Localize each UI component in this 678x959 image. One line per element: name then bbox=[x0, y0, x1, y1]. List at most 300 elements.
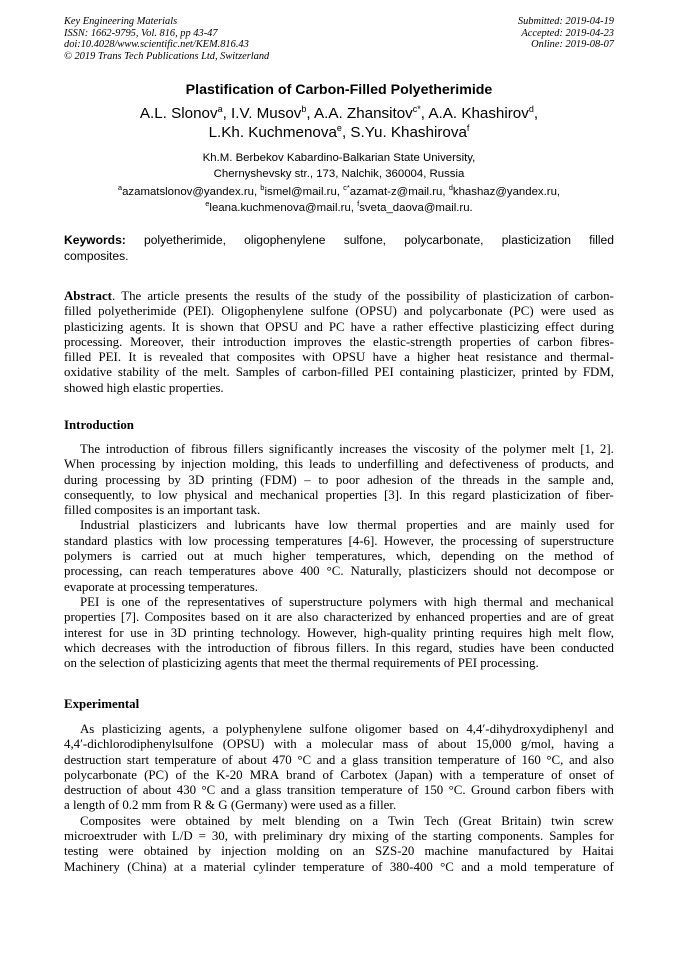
paragraph-line bbox=[64, 814, 614, 829]
author-separator: , bbox=[533, 105, 539, 122]
word: have bbox=[500, 640, 525, 655]
keywords bbox=[64, 233, 614, 264]
word: of bbox=[524, 457, 536, 472]
word: of bbox=[518, 334, 530, 349]
word: plastics bbox=[114, 533, 153, 548]
word: g/mol, bbox=[520, 737, 555, 752]
word: to bbox=[318, 472, 329, 487]
word: Abstract. bbox=[64, 289, 116, 303]
word: of bbox=[221, 752, 233, 767]
word: °C, bbox=[546, 752, 564, 767]
word: Samples bbox=[235, 365, 280, 380]
word: a bbox=[212, 722, 219, 736]
word: (PC) bbox=[509, 304, 534, 319]
word: the bbox=[181, 365, 198, 380]
word: microextruder bbox=[64, 829, 138, 844]
affiliation bbox=[0, 151, 678, 182]
word: studies bbox=[458, 640, 495, 655]
paragraph-line bbox=[64, 549, 614, 564]
word: obtained bbox=[185, 813, 230, 828]
abstract-line bbox=[64, 304, 614, 319]
word: conducted bbox=[560, 640, 614, 655]
word: were bbox=[150, 813, 176, 828]
word: regard, bbox=[416, 640, 453, 655]
word: at bbox=[214, 549, 224, 564]
email-mark: d bbox=[448, 183, 453, 192]
word: obtained bbox=[143, 844, 189, 859]
word: Naturally, bbox=[350, 564, 402, 579]
introduction-heading: Introduction bbox=[64, 418, 134, 432]
email-link[interactable]: khashaz@yandex.ru, bbox=[452, 186, 561, 198]
word: during bbox=[64, 472, 98, 487]
word: depending bbox=[440, 549, 495, 564]
word: were bbox=[540, 304, 566, 319]
word: molecular bbox=[321, 737, 373, 752]
word: filled bbox=[64, 350, 92, 365]
word: by bbox=[397, 610, 411, 625]
word: (OPSU) bbox=[355, 304, 397, 319]
word: with bbox=[142, 829, 166, 844]
word: by bbox=[239, 813, 253, 828]
paragraph-line bbox=[64, 844, 614, 859]
word: on bbox=[504, 549, 518, 564]
word: have bbox=[350, 319, 375, 334]
word: = bbox=[198, 829, 206, 844]
keyword: oligophenylene bbox=[244, 233, 326, 247]
word: [7]. bbox=[120, 610, 140, 625]
email-mark: b bbox=[260, 183, 265, 192]
word: and bbox=[206, 518, 225, 533]
word: (Great bbox=[458, 813, 492, 828]
word: viscosity bbox=[413, 442, 460, 456]
word: a bbox=[244, 783, 251, 798]
author-name: , A.A. Zhansitov bbox=[306, 105, 413, 122]
word: destruction bbox=[64, 783, 122, 798]
word: FDM, bbox=[582, 365, 614, 380]
word: standard bbox=[64, 533, 108, 548]
paragraph-line bbox=[64, 860, 614, 875]
word: OPSU bbox=[332, 350, 366, 365]
word: and bbox=[234, 487, 253, 502]
word: also bbox=[297, 610, 319, 625]
paper-title: Plastification of Carbon-Filled Polyetherimide bbox=[185, 82, 493, 98]
word: the bbox=[185, 640, 202, 655]
word: plasticizers bbox=[408, 564, 467, 579]
paragraph-line bbox=[64, 829, 614, 844]
email-link[interactable]: azamat-z@mail.ru, bbox=[349, 186, 449, 198]
word: (FDM) bbox=[260, 472, 297, 487]
word: Britain) bbox=[501, 813, 542, 828]
word: introduction bbox=[222, 334, 286, 349]
word: The bbox=[80, 442, 101, 456]
keyword: sulfone, bbox=[343, 233, 387, 247]
word: However, bbox=[306, 625, 357, 640]
word: 380-400 bbox=[389, 859, 433, 874]
email-link[interactable]: azamatslonov@yandex.ru, bbox=[122, 186, 261, 198]
word: the bbox=[528, 549, 544, 564]
word: plasticization bbox=[492, 487, 561, 502]
word: 30, bbox=[211, 829, 228, 844]
paragraph-line: filled composites is an important task. bbox=[64, 503, 261, 518]
word: of bbox=[505, 752, 516, 767]
word: oligomer bbox=[354, 722, 402, 736]
word: 160 bbox=[521, 752, 541, 767]
word: having bbox=[563, 737, 599, 752]
word: and bbox=[461, 859, 480, 874]
word: sulfone bbox=[309, 722, 348, 736]
word: higher bbox=[272, 549, 306, 564]
word: PEI bbox=[374, 365, 394, 380]
word: (PEI). bbox=[183, 304, 215, 319]
paragraph-line: on the selection of plasticizing agents that meet the thermal requirements of PEI processing. bbox=[64, 656, 539, 671]
author-line-2 bbox=[0, 123, 678, 142]
word: mold bbox=[500, 859, 527, 874]
author-name: , A.A. Khashirov bbox=[420, 105, 529, 122]
word: for bbox=[598, 518, 614, 533]
word: melt. bbox=[203, 365, 230, 380]
word: MRA bbox=[249, 767, 280, 782]
word: to bbox=[341, 457, 352, 472]
author-line-1 bbox=[0, 104, 678, 123]
experimental-heading: Experimental bbox=[64, 697, 140, 711]
word: composites bbox=[236, 350, 295, 365]
word: of bbox=[394, 829, 406, 844]
email-link[interactable]: sveta_daova@mail.ru. bbox=[359, 201, 473, 214]
paragraph-line bbox=[64, 737, 614, 752]
word: polycarbonate bbox=[64, 767, 138, 782]
word: rather bbox=[392, 319, 423, 334]
author-mark: d bbox=[528, 104, 534, 114]
word: glass bbox=[255, 783, 282, 798]
paragraph-line bbox=[64, 534, 614, 549]
word: much bbox=[233, 549, 263, 564]
word: K-20 bbox=[216, 767, 243, 782]
word: by bbox=[559, 844, 573, 859]
word: containing bbox=[399, 365, 455, 380]
word: properties bbox=[406, 518, 458, 533]
word: underfilling bbox=[357, 457, 419, 472]
word: low bbox=[158, 487, 178, 502]
word: the bbox=[193, 767, 210, 782]
word: threads bbox=[462, 472, 500, 487]
email-link[interactable]: ismel@mail.ru, bbox=[264, 186, 344, 198]
word: fillers bbox=[233, 442, 264, 456]
word: polyphenylene bbox=[225, 722, 302, 736]
word: and bbox=[568, 752, 588, 767]
word: and bbox=[467, 518, 486, 533]
word: (Japan) bbox=[394, 767, 433, 782]
word: and, bbox=[592, 472, 614, 487]
word: elastic-strength bbox=[372, 334, 452, 349]
paragraph-line: evaporate at processing temperatures. bbox=[64, 579, 258, 594]
word: that bbox=[239, 319, 260, 334]
word: (OPSU) bbox=[222, 737, 265, 752]
word: 15,000 bbox=[475, 737, 512, 752]
word: material bbox=[203, 859, 246, 874]
word: temperature bbox=[154, 752, 217, 767]
word: Ground bbox=[470, 783, 511, 798]
word: polycarbonate bbox=[429, 304, 503, 319]
word: carbon bbox=[515, 783, 551, 798]
word: When bbox=[64, 457, 95, 472]
word: on bbox=[245, 610, 259, 625]
word: are bbox=[276, 610, 293, 625]
keywords-line-1 bbox=[64, 233, 614, 249]
word: of bbox=[551, 767, 562, 782]
paragraph-line bbox=[64, 610, 614, 625]
word: of bbox=[420, 472, 432, 487]
word: by bbox=[167, 472, 181, 487]
word: higher bbox=[417, 350, 451, 365]
word: polymers bbox=[64, 549, 112, 564]
word: low bbox=[328, 518, 348, 533]
word: and bbox=[424, 457, 444, 472]
word: stability bbox=[117, 365, 160, 380]
author-mark: e bbox=[336, 123, 342, 133]
word: The bbox=[121, 289, 142, 303]
word: of bbox=[165, 365, 177, 380]
word: temperature bbox=[302, 859, 365, 874]
word: on bbox=[329, 844, 343, 859]
word: of bbox=[295, 289, 307, 303]
word: of bbox=[603, 549, 614, 564]
word: onset bbox=[568, 767, 597, 782]
word: with bbox=[273, 737, 297, 752]
word: 4,4′-dihydroxydiphenyl bbox=[466, 722, 588, 736]
author-list bbox=[0, 104, 678, 142]
word: with bbox=[233, 829, 257, 844]
word: high-quality bbox=[363, 625, 427, 640]
word: of bbox=[407, 783, 419, 798]
word: sulfone bbox=[310, 304, 349, 319]
word: this bbox=[284, 457, 303, 472]
online-date: Online: 2019-08-07 bbox=[531, 39, 614, 51]
word: which, bbox=[395, 549, 431, 564]
journal-doi[interactable]: doi:10.4028/www.scientific.net/KEM.816.43 bbox=[64, 39, 249, 51]
word: carried bbox=[141, 549, 177, 564]
word: based bbox=[408, 722, 439, 736]
word: by bbox=[564, 365, 577, 380]
word: this bbox=[391, 640, 411, 655]
word: twin bbox=[551, 813, 575, 828]
word: fibrous bbox=[190, 442, 228, 456]
paragraph-line bbox=[64, 768, 614, 783]
word: It bbox=[128, 350, 137, 365]
word: and bbox=[595, 457, 614, 472]
word: properties bbox=[64, 610, 116, 625]
word: the bbox=[438, 472, 455, 487]
word: for bbox=[598, 829, 614, 844]
word: temperature bbox=[482, 767, 545, 782]
journal-header bbox=[64, 16, 269, 62]
word: used bbox=[572, 304, 597, 319]
word: Haitai bbox=[582, 844, 614, 859]
word: based bbox=[210, 610, 241, 625]
word: the bbox=[164, 594, 181, 609]
author-name: A.L. Slonov bbox=[139, 105, 218, 122]
word: it bbox=[263, 610, 271, 625]
word: the bbox=[440, 533, 456, 548]
word: in bbox=[154, 625, 165, 640]
word: °C. bbox=[326, 564, 344, 579]
word: the bbox=[524, 472, 541, 487]
word: reach bbox=[154, 564, 183, 579]
paragraph-line bbox=[64, 753, 614, 768]
word: printing bbox=[193, 625, 234, 640]
word: 4,4′-dichlorodiphenylsulfone bbox=[64, 737, 214, 752]
word: carbon bbox=[537, 334, 573, 349]
experimental-body bbox=[64, 722, 614, 875]
word: plasticizing bbox=[479, 319, 540, 334]
word: can bbox=[129, 564, 148, 579]
word: fillers. bbox=[335, 640, 370, 655]
word: great bbox=[588, 610, 614, 625]
word: and bbox=[304, 319, 323, 334]
word: study bbox=[333, 289, 362, 303]
word: of bbox=[572, 610, 583, 625]
word: of bbox=[466, 289, 477, 303]
word: leads bbox=[309, 457, 336, 472]
paragraph-line bbox=[64, 442, 614, 457]
word: It bbox=[171, 319, 180, 334]
word: of bbox=[603, 767, 614, 782]
word: 2]. bbox=[599, 442, 614, 456]
word: is bbox=[185, 319, 195, 334]
word: that bbox=[210, 350, 230, 365]
word: processing bbox=[214, 533, 270, 548]
word: the bbox=[233, 289, 250, 303]
keyword: polycarbonate, bbox=[404, 233, 484, 247]
paragraph-line bbox=[64, 626, 614, 641]
word: introduction bbox=[105, 442, 169, 456]
word: molding, bbox=[232, 457, 279, 472]
word: temperatures bbox=[275, 533, 343, 548]
word: properties bbox=[470, 610, 522, 625]
word: molding bbox=[276, 844, 320, 859]
word: of bbox=[276, 640, 288, 655]
word: at bbox=[173, 859, 184, 874]
word: low bbox=[188, 533, 208, 548]
word: presents bbox=[185, 289, 228, 303]
paragraph-line bbox=[64, 722, 614, 737]
word: testing bbox=[64, 844, 99, 859]
word: products, bbox=[541, 457, 590, 472]
email-mark: a bbox=[117, 183, 123, 192]
word: SZS-20 bbox=[374, 844, 415, 859]
word: 400 bbox=[300, 564, 320, 579]
word: is bbox=[106, 594, 115, 609]
word: processing. bbox=[64, 334, 123, 349]
word: flow, bbox=[587, 625, 614, 640]
word: physical bbox=[184, 487, 228, 502]
abstract-line: showed high elastic properties. bbox=[64, 380, 224, 395]
word: representatives bbox=[187, 594, 265, 609]
word: 430 bbox=[176, 783, 197, 798]
word: of bbox=[147, 594, 158, 609]
word: PEI. bbox=[98, 350, 122, 365]
word: components. bbox=[477, 829, 544, 844]
word: printing bbox=[211, 472, 253, 487]
word: and bbox=[316, 752, 336, 767]
word: a bbox=[380, 319, 387, 334]
word: mainly bbox=[520, 518, 557, 533]
word: melt bbox=[551, 442, 575, 456]
word: their bbox=[191, 334, 216, 349]
word: mechanical bbox=[259, 487, 319, 502]
word: processing bbox=[105, 472, 161, 487]
paragraph-line bbox=[64, 518, 614, 533]
word: of bbox=[175, 767, 187, 782]
word: starting bbox=[433, 829, 472, 844]
word: of bbox=[285, 365, 297, 380]
author-name: , I.V. Musov bbox=[222, 105, 302, 122]
abstract-line bbox=[64, 320, 614, 335]
word: one bbox=[121, 594, 141, 609]
word: 3D bbox=[170, 625, 187, 640]
word: which bbox=[64, 640, 96, 655]
word: screw bbox=[583, 813, 614, 828]
word: temperatures, bbox=[315, 549, 386, 564]
journal-issn: ISSN: 1662-9795, Vol. 816, pp 43-47 bbox=[64, 27, 218, 39]
word: processing bbox=[100, 457, 156, 472]
word: during bbox=[580, 319, 614, 334]
word: is bbox=[122, 549, 131, 564]
word: transition bbox=[286, 783, 336, 798]
abstract-line bbox=[64, 335, 614, 350]
word: with bbox=[302, 350, 326, 365]
word: a bbox=[608, 737, 614, 752]
word: transition bbox=[383, 752, 433, 767]
word: Industrial bbox=[80, 518, 130, 533]
word: revealed bbox=[159, 350, 203, 365]
word: of bbox=[603, 859, 614, 874]
word: °C. bbox=[448, 783, 466, 798]
word: a bbox=[340, 752, 347, 767]
word: with bbox=[590, 783, 614, 798]
word: carbon-filled bbox=[301, 365, 369, 380]
journal-copyright: © 2019 Trans Tech Publications Ltd, Switzerland bbox=[64, 50, 270, 62]
word: 3D bbox=[188, 472, 205, 487]
email-link[interactable]: leana.kuchmenova@mail.ru, bbox=[209, 201, 358, 214]
word: blending bbox=[294, 813, 341, 828]
word: method bbox=[554, 549, 593, 564]
word: superstructure bbox=[540, 533, 614, 548]
word: of bbox=[417, 737, 429, 752]
word: glass bbox=[352, 752, 379, 767]
word: PC bbox=[328, 319, 345, 334]
word: in bbox=[507, 472, 518, 487]
word: have bbox=[294, 518, 320, 533]
word: as bbox=[603, 304, 614, 319]
word: above bbox=[262, 564, 294, 579]
word: temperatures bbox=[189, 564, 256, 579]
word: the bbox=[349, 334, 366, 349]
word: plasticizers bbox=[138, 518, 197, 533]
word: Twin bbox=[387, 813, 415, 828]
word: to bbox=[141, 487, 152, 502]
word: plasticization bbox=[482, 289, 552, 303]
word: about bbox=[238, 752, 267, 767]
email-mark: f bbox=[357, 198, 360, 208]
word: about bbox=[142, 783, 172, 798]
word: enhanced bbox=[415, 610, 465, 625]
email-mark: e bbox=[205, 198, 210, 208]
word: machine bbox=[424, 844, 469, 859]
word: for bbox=[108, 625, 124, 640]
word: used bbox=[565, 518, 590, 533]
word: of bbox=[174, 442, 186, 456]
word: In bbox=[375, 640, 386, 655]
